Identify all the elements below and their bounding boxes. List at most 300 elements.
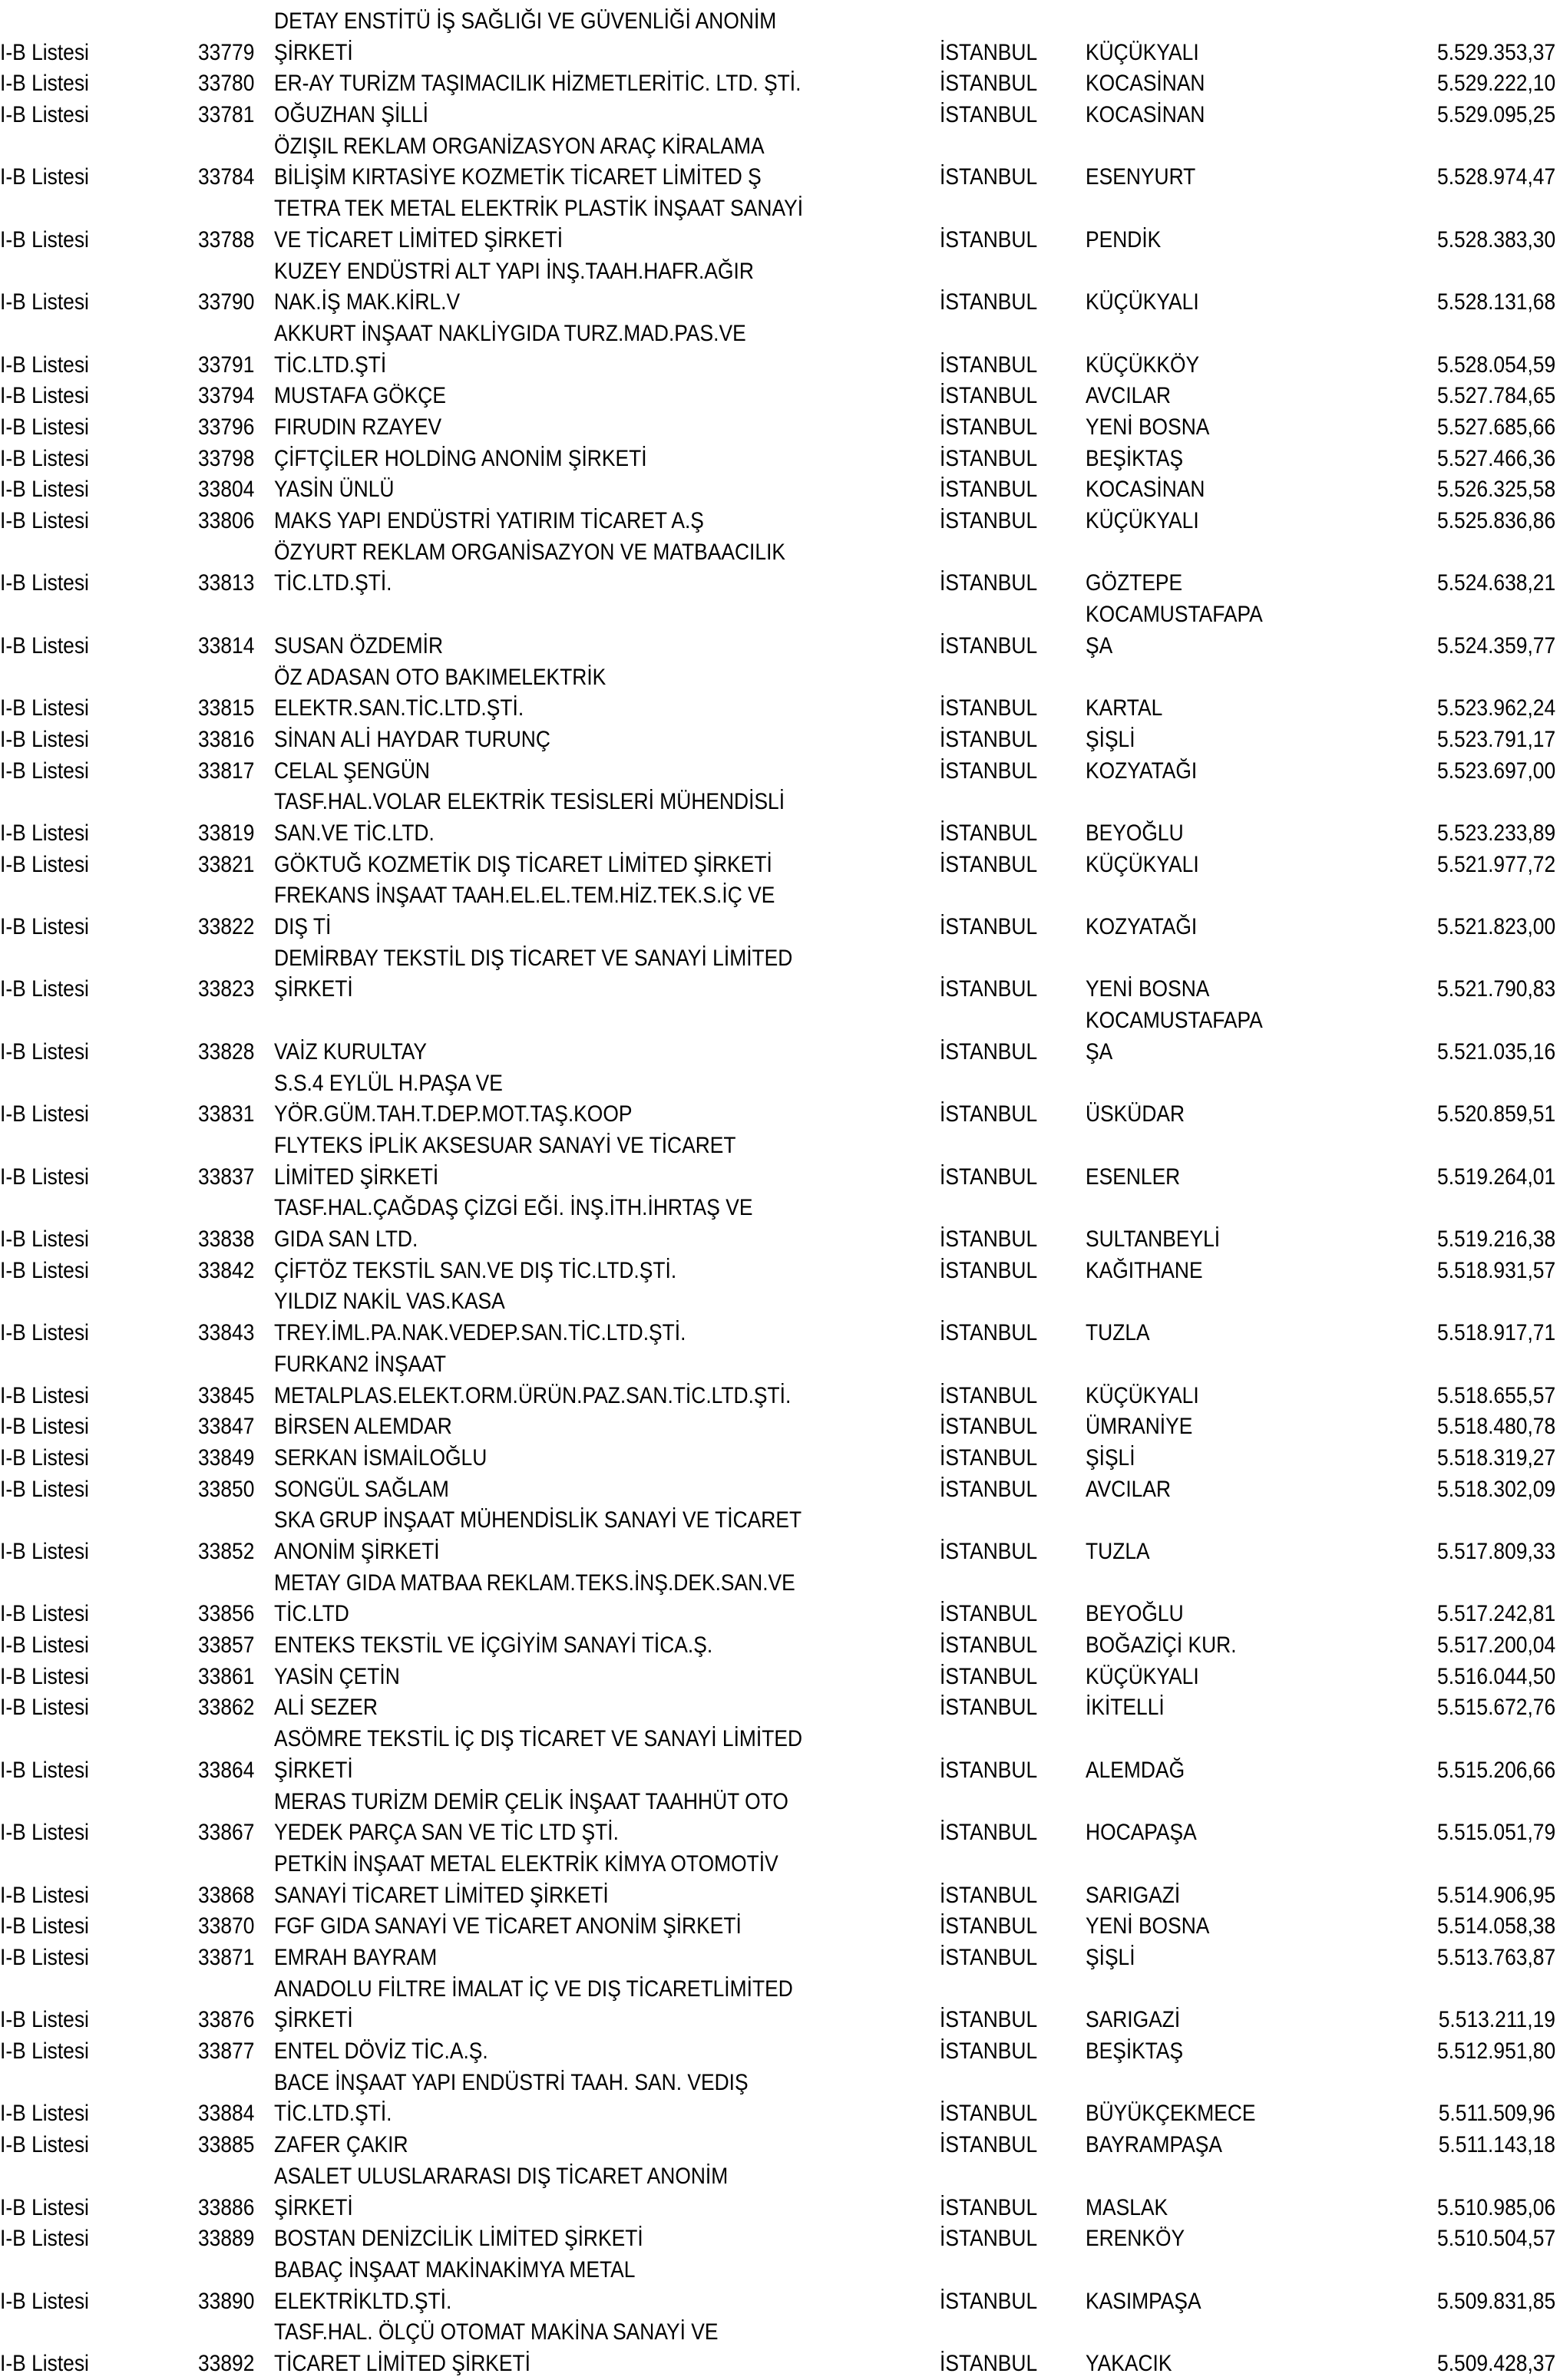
- amount-cell: 5.514.906,95: [1436, 1882, 1555, 1908]
- district-cell-line: SARIGAZİ: [1086, 1882, 1181, 1908]
- district-cell-line: [1086, 2255, 1201, 2286]
- district-cell: [1086, 68, 1205, 100]
- district-cell-line: YENİ BOSNA: [1086, 976, 1210, 1002]
- city-cell: İSTANBUL: [940, 976, 1038, 1002]
- table-row: [0, 1568, 1560, 1630]
- district-cell: [1086, 1630, 1237, 1662]
- district-cell: [1086, 1505, 1150, 1567]
- debtor-name-cell: [274, 1849, 778, 1911]
- amount-cell: 5.525.836,86: [1436, 508, 1555, 534]
- district-cell-line: [1086, 662, 1162, 694]
- debtor-name-cell-line: ENTEL DÖVİZ TİC.A.Ş.: [274, 2038, 488, 2065]
- list-name-cell: I-B Listesi: [0, 976, 89, 1002]
- debtor-name-cell-line: SAN.VE TİC.LTD.: [274, 820, 435, 847]
- district-cell: [1086, 6, 1199, 68]
- amount-cell: 5.527.784,65: [1436, 383, 1555, 409]
- debtor-name-cell-line: TİC.LTD.ŞTİ.: [274, 570, 392, 596]
- debtor-name-cell: [274, 2130, 408, 2161]
- district-cell-line: BEYOĞLU: [1086, 1601, 1184, 1627]
- list-name-cell: I-B Listesi: [0, 1944, 89, 1970]
- district-cell-line: YENİ BOSNA: [1086, 414, 1210, 441]
- district-cell: [1086, 1256, 1203, 1287]
- district-cell-line: BAYRAMPAŞA: [1086, 2132, 1223, 2158]
- city-cell: İSTANBUL: [940, 1757, 1038, 1783]
- district-cell-line: [1086, 1787, 1197, 1818]
- amount-cell: 5.523.791,17: [1436, 726, 1555, 752]
- sequence-number-cell: 33884: [198, 2101, 255, 2127]
- amount-cell: 5.515.672,76: [1436, 1695, 1555, 1721]
- debtor-name-cell-line: AKKURT İNŞAAT NAKLİYGIDA TURZ.MAD.PAS.VE: [274, 320, 746, 346]
- city-cell: İSTANBUL: [940, 1913, 1038, 1939]
- district-cell-line: TUZLA: [1086, 1538, 1150, 1564]
- amount-cell: 5.521.823,00: [1436, 914, 1555, 940]
- list-name-cell: I-B Listesi: [0, 352, 89, 378]
- sequence-number-cell: 33828: [198, 1038, 255, 1065]
- debtor-name-cell: [274, 412, 441, 444]
- district-cell-line: KOZYATAĞI: [1086, 758, 1198, 784]
- debtor-name-cell-line: [274, 1005, 427, 1037]
- debtor-name-cell: [274, 2223, 643, 2255]
- district-cell-line: [1086, 1068, 1185, 1100]
- district-cell: [1086, 100, 1205, 131]
- table-row: [0, 2161, 1560, 2223]
- debtor-name-cell-line: ÖZYURT REKLAM ORGANİSAZYON VE MATBAACILIK: [274, 539, 786, 565]
- district-cell-line: KOCASİNAN: [1086, 102, 1205, 128]
- amount-cell: 5.528.974,47: [1436, 164, 1555, 190]
- debtor-name-cell: [274, 787, 785, 849]
- district-cell: [1086, 412, 1209, 444]
- table-row: [0, 1005, 1560, 1068]
- table-row: [0, 1849, 1560, 1911]
- debtor-name-cell: [274, 1443, 487, 1474]
- amount-cell: 5.529.353,37: [1436, 39, 1555, 65]
- district-cell: [1086, 787, 1184, 849]
- amount-cell: 5.513.763,87: [1436, 1944, 1555, 1970]
- district-cell: [1086, 381, 1171, 412]
- table-row: [0, 256, 1560, 319]
- table-row: [0, 850, 1560, 881]
- amount-cell: 5.518.302,09: [1436, 1476, 1555, 1502]
- district-cell-line: ESENLER: [1086, 1164, 1181, 1190]
- debtor-name-cell-line: NAK.İŞ MAK.KİRL.V: [274, 289, 461, 315]
- district-cell-line: ÜMRANİYE: [1086, 1414, 1193, 1440]
- debtor-name-cell-line: GÖKTUĞ KOZMETİK DIŞ TİCARET LİMİTED ŞİRKETİ: [274, 851, 772, 877]
- list-name-cell: I-B Listesi: [0, 508, 89, 534]
- district-cell-line: KOCASİNAN: [1086, 71, 1205, 97]
- table-row: [0, 6, 1560, 68]
- sequence-number-cell: 33845: [198, 1382, 255, 1408]
- city-cell: İSTANBUL: [940, 508, 1038, 534]
- district-cell-line: ÜSKÜDAR: [1086, 1101, 1185, 1127]
- district-cell-line: KÜÇÜKYALI: [1086, 39, 1199, 65]
- list-name-cell: I-B Listesi: [0, 383, 89, 409]
- debtor-name-cell: [274, 2036, 488, 2068]
- sequence-number-cell: 33892: [198, 2350, 255, 2376]
- city-cell: İSTANBUL: [940, 383, 1038, 409]
- amount-cell: 5.515.206,66: [1436, 1757, 1555, 1783]
- district-cell-line: [1086, 1131, 1180, 1162]
- debtor-name-cell: [274, 1630, 712, 1662]
- debtor-name-cell-line: ANONİM ŞİRKETİ: [274, 1538, 440, 1564]
- debtor-name-cell: [274, 2255, 635, 2317]
- list-name-cell: I-B Listesi: [0, 851, 89, 877]
- debtor-name-cell-line: DIŞ Tİ: [274, 914, 332, 940]
- district-cell-line: KÜÇÜKYALI: [1086, 508, 1199, 534]
- debtor-name-cell: [274, 506, 704, 537]
- district-cell: [1086, 1662, 1199, 1693]
- table-row: [0, 537, 1560, 599]
- city-cell: İSTANBUL: [940, 445, 1038, 471]
- amount-cell: 5.518.931,57: [1436, 1257, 1555, 1283]
- amount-cell: 5.529.222,10: [1436, 71, 1555, 97]
- city-cell: İSTANBUL: [940, 414, 1038, 440]
- district-cell-line: BEŞİKTAŞ: [1086, 445, 1184, 471]
- district-cell: [1086, 850, 1199, 881]
- city-cell: İSTANBUL: [940, 1882, 1038, 1908]
- debtor-name-cell-line: FREKANS İNŞAAT TAAH.EL.EL.TEM.HİZ.TEK.S.İÇ VE: [274, 883, 775, 909]
- district-cell-line: PENDİK: [1086, 226, 1162, 253]
- debtor-name-cell-line: SKA GRUP İNŞAAT MÜHENDİSLİK SANAYİ VE TİCARET: [274, 1507, 802, 1533]
- amount-cell: 5.528.054,59: [1436, 352, 1555, 378]
- table-row: [0, 599, 1560, 662]
- district-cell: [1086, 599, 1263, 662]
- debtor-name-cell: [274, 880, 775, 942]
- debtor-name-cell-line: YILDIZ NAKİL VAS.KASA: [274, 1289, 505, 1315]
- debtor-name-cell-line: ALİ SEZER: [274, 1695, 378, 1721]
- list-name-cell: I-B Listesi: [0, 1382, 89, 1408]
- table-row: [0, 1474, 1560, 1506]
- sequence-number-cell: 33816: [198, 726, 255, 752]
- list-name-cell: I-B Listesi: [0, 414, 89, 440]
- district-cell-line: ŞİŞLİ: [1086, 1444, 1135, 1471]
- sequence-number-cell: 33821: [198, 851, 255, 877]
- amount-cell: 5.520.859,51: [1436, 1101, 1555, 1127]
- district-cell: [1086, 193, 1161, 256]
- debtor-name-cell-line: EMRAH BAYRAM: [274, 1944, 438, 1970]
- city-cell: İSTANBUL: [940, 1226, 1038, 1253]
- sequence-number-cell: 33823: [198, 976, 255, 1002]
- debtor-name-cell-line: SUSAN ÖZDEMİR: [274, 632, 444, 659]
- city-cell: İSTANBUL: [940, 1663, 1038, 1689]
- sequence-number-cell: 33877: [198, 2038, 255, 2065]
- district-cell: [1086, 2068, 1256, 2130]
- list-name-cell: I-B Listesi: [0, 2101, 89, 2127]
- list-name-cell: I-B Listesi: [0, 570, 89, 596]
- district-cell-line: BEŞİKTAŞ: [1086, 2038, 1184, 2065]
- district-cell-line: SARIGAZİ: [1086, 2007, 1181, 2033]
- district-cell-line: [1086, 1568, 1184, 1599]
- debtor-name-cell: [274, 1068, 632, 1131]
- sequence-number-cell: 33856: [198, 1601, 255, 1627]
- amount-cell: 5.511.143,18: [1438, 2132, 1555, 2158]
- amount-cell: 5.526.325,58: [1436, 477, 1555, 503]
- city-cell: İSTANBUL: [940, 758, 1038, 784]
- debtor-name-cell-line: MAKS YAPI ENDÜSTRİ YATIRIM TİCARET A.Ş: [274, 508, 704, 534]
- debtor-name-cell-line: BOSTAN DENİZCİLİK LİMİTED ŞİRKETİ: [274, 2226, 643, 2252]
- amount-cell: 5.527.685,66: [1436, 414, 1555, 440]
- district-cell: [1086, 1411, 1192, 1443]
- table-row: [0, 131, 1560, 193]
- debtor-name-cell: [274, 319, 746, 381]
- table-row: [0, 1193, 1560, 1255]
- debtor-name-cell-line: YEDEK PARÇA SAN VE TİC LTD ŞTİ.: [274, 1820, 619, 1846]
- debtor-name-cell-line: ÖZ ADASAN OTO BAKIMELEKTRİK: [274, 664, 606, 690]
- debtor-name-cell-line: SİNAN ALİ HAYDAR TURUNÇ: [274, 726, 550, 752]
- debtor-name-cell-line: ER-AY TURİZM TAŞIMACILIK HİZMETLERİTİC. LTD. ŞTİ.: [274, 71, 801, 97]
- district-cell-line: KÜÇÜKYALI: [1086, 851, 1199, 877]
- debtor-name-cell-line: TİC.LTD.ŞTİ: [274, 352, 387, 378]
- city-cell: İSTANBUL: [940, 477, 1038, 503]
- city-cell: İSTANBUL: [940, 71, 1038, 97]
- sequence-number-cell: 33862: [198, 1695, 255, 1721]
- sequence-number-cell: 33815: [198, 695, 255, 721]
- debtor-name-cell-line: [274, 599, 443, 631]
- district-cell: [1086, 1068, 1185, 1131]
- list-name-cell: I-B Listesi: [0, 1320, 89, 1346]
- district-cell: [1086, 2317, 1172, 2379]
- debtor-name-cell-line: BİRSEN ALEMDAR: [274, 1414, 452, 1440]
- debtor-name-cell: [274, 1286, 686, 1348]
- debtor-name-cell: [274, 1974, 793, 2036]
- amount-cell: 5.518.655,57: [1436, 1382, 1555, 1408]
- sequence-number-cell: 33852: [198, 1538, 255, 1564]
- city-cell: İSTANBUL: [940, 1257, 1038, 1283]
- district-cell-line: ESENYURT: [1086, 164, 1196, 190]
- sequence-number-cell: 33885: [198, 2132, 255, 2158]
- district-cell-line: [1086, 256, 1199, 288]
- district-cell: [1086, 756, 1197, 787]
- district-cell: [1086, 1849, 1180, 1911]
- debtor-name-cell-line: ELEKTRİKLTD.ŞTİ.: [274, 2288, 452, 2314]
- district-cell: [1086, 662, 1162, 725]
- debtor-name-cell-line: SONGÜL SAĞLAM: [274, 1476, 449, 1502]
- debtor-name-cell-line: ÇİFTÇİLER HOLDİNG ANONİM ŞİRKETİ: [274, 445, 647, 471]
- district-cell-line: BÜYÜKÇEKMECE: [1086, 2101, 1256, 2127]
- district-cell-line: [1086, 1193, 1220, 1224]
- debtor-name-cell-line: ŞİRKETİ: [274, 39, 353, 65]
- district-cell-line: BOĞAZİÇİ KUR.: [1086, 1632, 1237, 1659]
- district-cell-line: [1086, 2317, 1172, 2349]
- table-row: [0, 1131, 1560, 1193]
- debtor-name-cell-line: SERKAN İSMAİLOĞLU: [274, 1444, 488, 1471]
- debtor-name-cell: [274, 662, 606, 725]
- debtor-name-cell-line: BİLİŞİM KIRTASİYE KOZMETİK TİCARET LİMİTED Ş: [274, 164, 762, 190]
- district-cell-line: [1086, 1724, 1185, 1755]
- debtor-name-cell: [274, 1131, 736, 1193]
- city-cell: İSTANBUL: [940, 2288, 1038, 2314]
- sequence-number-cell: 33842: [198, 1257, 255, 1283]
- table-row: [0, 787, 1560, 849]
- list-name-cell: I-B Listesi: [0, 1601, 89, 1627]
- debtor-name-cell-line: ASÖMRE TEKSTİL İÇ DIŞ TİCARET VE SANAYİ LİMİTED: [274, 1726, 803, 1752]
- sequence-number-cell: 33890: [198, 2288, 255, 2314]
- amount-cell: 5.521.035,16: [1436, 1038, 1555, 1065]
- sequence-number-cell: 33779: [198, 39, 255, 65]
- city-cell: İSTANBUL: [940, 914, 1038, 940]
- debtor-name-cell: [274, 1005, 427, 1068]
- debtor-name-cell-line: TASF.HAL. ÖLÇÜ OTOMAT MAKİNA SANAYİ VE: [274, 2319, 719, 2345]
- debtor-name-cell: [274, 1256, 676, 1287]
- sequence-number-cell: 33843: [198, 1320, 255, 1346]
- debtor-name-cell: [274, 725, 550, 756]
- district-cell-line: [1086, 1974, 1180, 2005]
- debtor-name-cell-line: SANAYİ TİCARET LİMİTED ŞİRKETİ: [274, 1882, 609, 1908]
- list-name-cell: I-B Listesi: [0, 1476, 89, 1502]
- sequence-number-cell: 33794: [198, 383, 255, 409]
- sequence-number-cell: 33868: [198, 1882, 255, 1908]
- amount-cell: 5.523.697,00: [1436, 758, 1555, 784]
- list-name-cell: I-B Listesi: [0, 1695, 89, 1721]
- list-name-cell: I-B Listesi: [0, 1538, 89, 1564]
- table-row: [0, 2036, 1560, 2068]
- debtor-list-table: [0, 6, 1560, 2380]
- district-cell: [1086, 1724, 1185, 1786]
- debtor-name-cell-line: CELAL ŞENGÜN: [274, 758, 430, 784]
- city-cell: İSTANBUL: [940, 1632, 1038, 1659]
- list-name-cell: I-B Listesi: [0, 1444, 89, 1471]
- debtor-name-cell: [274, 1662, 400, 1693]
- sequence-number-cell: 33806: [198, 508, 255, 534]
- district-cell-line: KÜÇÜKKÖY: [1086, 352, 1200, 378]
- sequence-number-cell: 33788: [198, 226, 255, 253]
- district-cell: [1086, 1286, 1150, 1348]
- table-row: [0, 1724, 1560, 1786]
- table-row: [0, 1068, 1560, 1131]
- debtor-name-cell-line: TİC.LTD: [274, 1601, 349, 1627]
- debtor-name-cell-line: ANADOLU FİLTRE İMALAT İÇ VE DIŞ TİCARETLİMİTED: [274, 1976, 793, 2002]
- district-cell: [1086, 1787, 1197, 1849]
- sequence-number-cell: 33790: [198, 289, 255, 315]
- table-row: [0, 444, 1560, 475]
- debtor-name-cell-line: FIRUDIN RZAYEV: [274, 414, 442, 441]
- district-cell: [1086, 444, 1183, 475]
- debtor-name-cell-line: FURKAN2 İNŞAAT: [274, 1351, 446, 1377]
- table-row: [0, 725, 1560, 756]
- city-cell: İSTANBUL: [940, 289, 1038, 315]
- district-cell-line: HOCAPAŞA: [1086, 1820, 1197, 1846]
- amount-cell: 5.510.985,06: [1436, 2194, 1555, 2220]
- district-cell-line: [1086, 2161, 1168, 2193]
- debtor-name-cell-line: VE TİCARET LİMİTED ŞİRKETİ: [274, 226, 564, 253]
- district-cell-line: YAKACIK: [1086, 2350, 1172, 2376]
- district-cell: [1086, 256, 1199, 319]
- district-cell-line: [1086, 1849, 1180, 1880]
- district-cell-line: MASLAK: [1086, 2194, 1168, 2220]
- amount-cell: 5.517.200,04: [1436, 1632, 1555, 1659]
- list-name-cell: I-B Listesi: [0, 695, 89, 721]
- list-name-cell: I-B Listesi: [0, 1632, 89, 1659]
- list-name-cell: I-B Listesi: [0, 1226, 89, 1253]
- table-row: [0, 943, 1560, 1005]
- list-name-cell: I-B Listesi: [0, 1882, 89, 1908]
- district-cell-line: [1086, 787, 1184, 818]
- district-cell-line: GÖZTEPE: [1086, 570, 1183, 596]
- debtor-name-cell: [274, 1193, 752, 1255]
- district-cell: [1086, 1692, 1165, 1724]
- district-cell-line: [1086, 6, 1199, 38]
- city-cell: İSTANBUL: [940, 102, 1038, 128]
- sequence-number-cell: 33819: [198, 820, 255, 846]
- list-name-cell: I-B Listesi: [0, 1101, 89, 1127]
- city-cell: İSTANBUL: [940, 1601, 1038, 1627]
- sequence-number-cell: 33861: [198, 1663, 255, 1689]
- debtor-name-cell: [274, 1943, 437, 1974]
- city-cell: İSTANBUL: [940, 1476, 1038, 1502]
- city-cell: İSTANBUL: [940, 1695, 1038, 1721]
- city-cell: İSTANBUL: [940, 2194, 1038, 2220]
- sequence-number-cell: 33889: [198, 2226, 255, 2252]
- district-cell: [1086, 1193, 1220, 1255]
- district-cell-line: [1086, 131, 1195, 163]
- debtor-name-cell: [274, 474, 394, 506]
- sequence-number-cell: 33784: [198, 164, 255, 190]
- table-row: [0, 1411, 1560, 1443]
- debtor-name-cell-line: METALPLAS.ELEKT.ORM.ÜRÜN.PAZ.SAN.TİC.LTD.ŞTİ.: [274, 1382, 792, 1408]
- city-cell: İSTANBUL: [940, 1101, 1038, 1127]
- city-cell: İSTANBUL: [940, 632, 1038, 659]
- table-row: [0, 1943, 1560, 1974]
- amount-cell: 5.512.951,80: [1436, 2038, 1555, 2065]
- list-name-cell: I-B Listesi: [0, 2350, 89, 2376]
- district-cell: [1086, 2130, 1222, 2161]
- debtor-name-cell-line: TASF.HAL.VOLAR ELEKTRİK TESİSLERİ MÜHENDİSLİ: [274, 789, 785, 815]
- district-cell-line: [1086, 1505, 1150, 1537]
- amount-cell: 5.519.264,01: [1436, 1164, 1555, 1190]
- table-row: [0, 2223, 1560, 2255]
- sequence-number-cell: 33798: [198, 445, 255, 471]
- list-name-cell: I-B Listesi: [0, 39, 89, 65]
- table-row: [0, 880, 1560, 942]
- table-row: [0, 100, 1560, 131]
- amount-cell: 5.515.051,79: [1436, 1820, 1555, 1846]
- amount-cell: 5.518.319,27: [1436, 1444, 1555, 1471]
- table-row: [0, 193, 1560, 256]
- amount-cell: 5.524.359,77: [1436, 632, 1555, 659]
- debtor-name-cell-line: ÇİFTÖZ TEKSTİL SAN.VE DIŞ TİC.LTD.ŞTİ.: [274, 1257, 677, 1283]
- district-cell-line: KOCAMUSTAFAPA: [1086, 1008, 1263, 1034]
- city-cell: İSTANBUL: [940, 570, 1038, 596]
- district-cell: [1086, 1911, 1209, 1943]
- table-row: [0, 1286, 1560, 1348]
- debtor-name-cell: [274, 100, 428, 131]
- city-cell: İSTANBUL: [940, 2038, 1038, 2065]
- table-row: [0, 2317, 1560, 2379]
- district-cell-line: [1086, 1286, 1150, 1318]
- amount-cell: 5.509.831,85: [1436, 2288, 1555, 2314]
- debtor-name-cell: [274, 1787, 788, 1849]
- debtor-name-cell-line: GIDA SAN LTD.: [274, 1226, 418, 1253]
- sequence-number-cell: 33831: [198, 1101, 255, 1127]
- district-cell-line: İKİTELLİ: [1086, 1695, 1165, 1721]
- city-cell: İSTANBUL: [940, 695, 1038, 721]
- list-name-cell: I-B Listesi: [0, 1257, 89, 1283]
- amount-cell: 5.518.480,78: [1436, 1414, 1555, 1440]
- district-cell: [1086, 2036, 1183, 2068]
- debtor-name-cell-line: ŞİRKETİ: [274, 2007, 353, 2033]
- city-cell: İSTANBUL: [940, 2132, 1038, 2158]
- debtor-name-cell-line: TASF.HAL.ÇAĞDAŞ ÇİZGİ EĞİ. İNŞ.İTH.İHRTAŞ VE: [274, 1195, 753, 1221]
- debtor-name-cell: [274, 1692, 378, 1724]
- district-cell: [1086, 474, 1205, 506]
- debtor-name-cell-line: FLYTEKS İPLİK AKSESUAR SANAYİ VE TİCARET: [274, 1132, 736, 1158]
- debtor-name-cell-line: ELEKTR.SAN.TİC.LTD.ŞTİ.: [274, 695, 524, 721]
- list-name-cell: I-B Listesi: [0, 226, 89, 253]
- table-row: [0, 381, 1560, 412]
- debtor-name-cell-line: BABAÇ İNŞAAT MAKİNAKİMYA METAL: [274, 2256, 636, 2283]
- sequence-number-cell: 33817: [198, 758, 255, 784]
- table-row: [0, 1630, 1560, 1662]
- debtor-name-cell-line: KUZEY ENDÜSTRİ ALT YAPI İNŞ.TAAH.HAFR.AĞIR: [274, 258, 754, 284]
